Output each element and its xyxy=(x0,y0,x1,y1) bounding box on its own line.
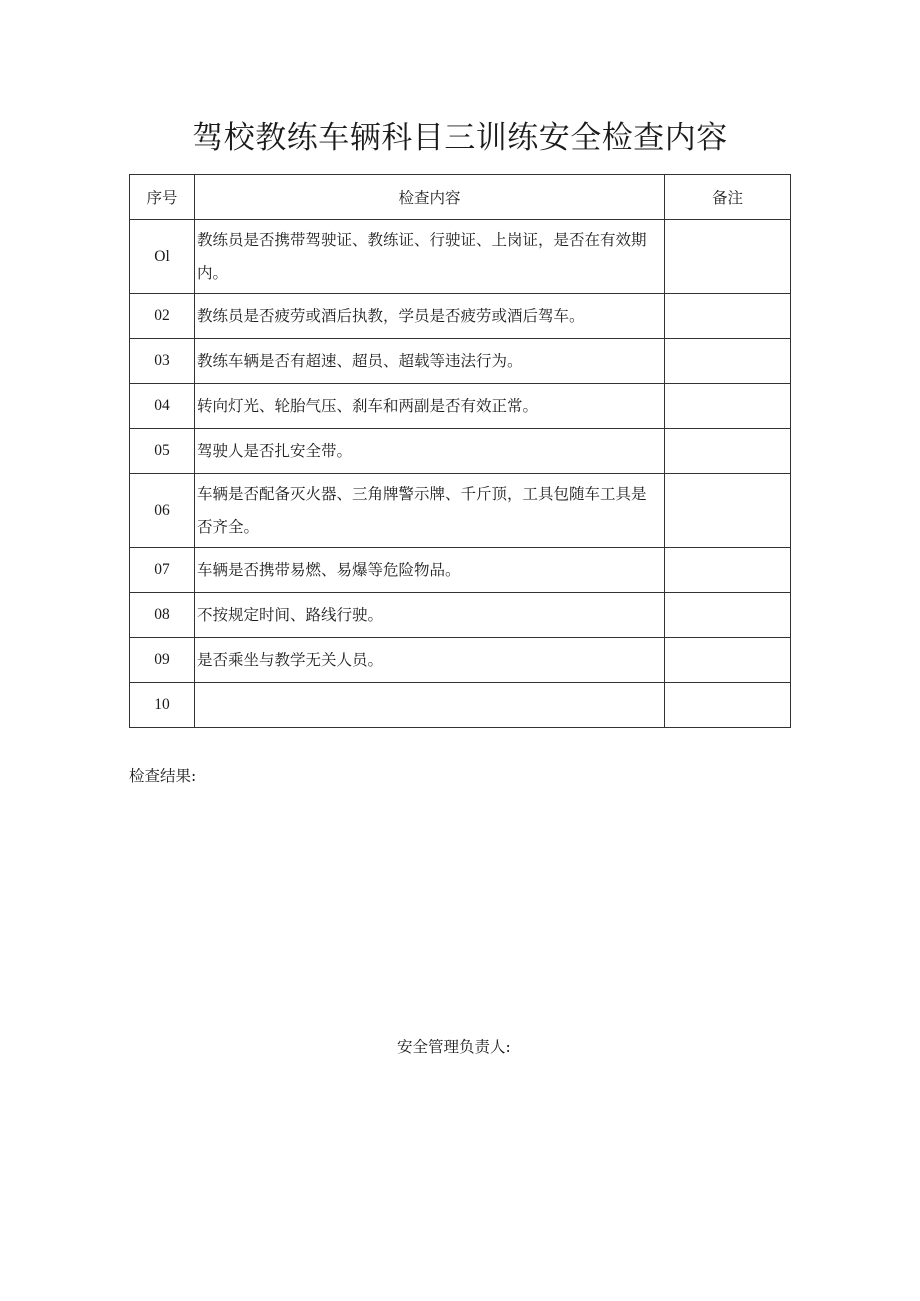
row-remark xyxy=(665,548,791,593)
row-content: 教练员是否携带驾驶证、教练证、行驶证、上岗证，是否在有效期内。 xyxy=(195,220,665,294)
row-remark xyxy=(665,339,791,384)
table-row xyxy=(130,294,791,339)
row-content: 不按规定时间、路线行驶。 xyxy=(195,593,665,638)
row-remark xyxy=(665,429,791,474)
table-row xyxy=(130,220,791,294)
table-row xyxy=(130,429,791,474)
row-number: 09 xyxy=(130,638,195,683)
row-number: 06 xyxy=(130,474,195,548)
row-number: 05 xyxy=(130,429,195,474)
row-content: 转向灯光、轮胎气压、刹车和两副是否有效正常。 xyxy=(195,384,665,429)
table-row xyxy=(130,593,791,638)
row-number: 10 xyxy=(130,683,195,728)
row-number: 02 xyxy=(130,294,195,339)
table-row xyxy=(130,474,791,548)
row-remark xyxy=(665,220,791,294)
table-row xyxy=(130,384,791,429)
table-row xyxy=(130,548,791,593)
row-content xyxy=(195,683,665,728)
header-no: 序号 xyxy=(130,175,195,220)
row-remark xyxy=(665,474,791,548)
row-number: 08 xyxy=(130,593,195,638)
row-number: 03 xyxy=(130,339,195,384)
header-content: 检查内容 xyxy=(195,175,665,220)
table-row xyxy=(130,339,791,384)
row-content: 教练车辆是否有超速、超员、超载等违法行为。 xyxy=(195,339,665,384)
row-number: Ol xyxy=(130,220,195,294)
row-remark xyxy=(665,294,791,339)
row-content: 车辆是否携带易燃、易爆等危险物品。 xyxy=(195,548,665,593)
document-title: 驾校教练车辆科目三训练安全检查内容 xyxy=(192,120,728,156)
table-header-row xyxy=(130,175,791,220)
row-content: 驾驶人是否扎安全带。 xyxy=(195,429,665,474)
inspection-table xyxy=(129,174,791,728)
table-row xyxy=(130,638,791,683)
row-remark xyxy=(665,638,791,683)
row-number: 07 xyxy=(130,548,195,593)
row-content: 是否乘坐与教学无关人员。 xyxy=(195,638,665,683)
row-content: 车辆是否配备灭火器、三角牌警示牌、千斤顶，工具包随车工具是否齐全。 xyxy=(195,474,665,548)
row-remark xyxy=(665,593,791,638)
safety-manager-label: 安全管理负责人: xyxy=(397,1038,511,1056)
row-content: 教练员是否疲劳或酒后执教，学员是否疲劳或酒后驾车。 xyxy=(195,294,665,339)
table-row xyxy=(130,683,791,728)
row-remark xyxy=(665,683,791,728)
inspection-result-label: 检查结果: xyxy=(129,767,197,785)
row-number: 04 xyxy=(130,384,195,429)
row-remark xyxy=(665,384,791,429)
header-remark: 备注 xyxy=(665,175,791,220)
